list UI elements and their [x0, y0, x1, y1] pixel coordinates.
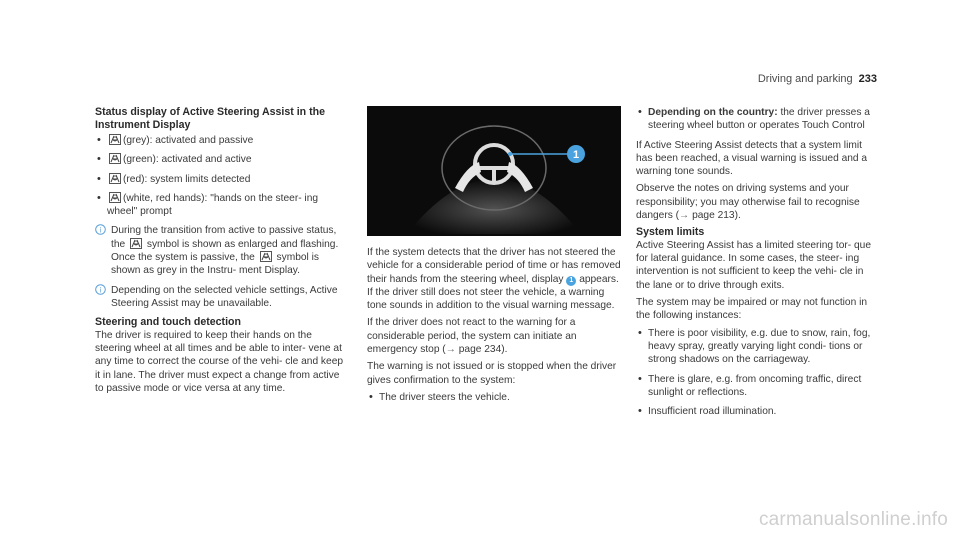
instrument-display-illustration: [367, 106, 621, 236]
paragraph: Observe the notes on driving systems and your responsibility; you may otherwise fail to recognise dangers (→ page 213).: [636, 183, 860, 222]
list-item: • (grey): activated and passive: [95, 134, 347, 147]
steering-assist-icon: [109, 192, 121, 203]
confirmation-list-cont: [636, 106, 876, 133]
paragraph: If the driver does not react to the warning for a considerable period, the system can initiate an emergency stop (→ page 234).: [367, 317, 577, 356]
list-item: • The driver steers the vehicle.: [367, 391, 621, 404]
callout-badge: 1: [566, 276, 576, 286]
steering-assist-icon: [130, 238, 142, 249]
paragraph: If the system detects that the driver has not steered the vehicle for a considerable period of time or has removed their hands from the steering wheel, display 1 appears. If the driver still does not steer the vehicle, a warning tone sounds in addition to the visual warning message.: [367, 247, 621, 312]
steering-assist-icon: [109, 134, 121, 145]
status-list: [95, 134, 347, 218]
svg-text:i: i: [99, 226, 102, 235]
info-icon: [95, 284, 106, 295]
column-right: [636, 106, 876, 424]
heading-status-display: Status display of Active Steering Assist in the Instrument Display: [95, 106, 325, 131]
page-reference-link[interactable]: page 213).: [692, 210, 741, 222]
heading-touch-detection: Steering and touch detection: [95, 316, 241, 329]
paragraph: If Active Steering Assist detects that a system limit has been reached, a visual warning is issued and a warning tone sounds.: [636, 139, 868, 178]
list-item: • There is glare, e.g. from oncoming traffic, direct sunlight or reflections.: [636, 373, 876, 400]
steering-assist-icon: [260, 251, 272, 262]
list-item: • Insufficient road illumination.: [636, 405, 876, 418]
steering-assist-icon: [109, 173, 121, 184]
column-left: [95, 106, 347, 399]
watermark: carmanualsonline.info: [758, 509, 948, 530]
steering-assist-icon: [109, 153, 121, 164]
page-reference-link[interactable]: page 234).: [458, 344, 508, 356]
limits-list: [636, 327, 876, 419]
column-middle: [367, 106, 621, 410]
page-header: [758, 73, 877, 85]
list-item: • (green): activated and active: [95, 153, 347, 166]
list-item: • Depending on the country: the driver presses a steering wheel button or operates Touch Control: [636, 106, 876, 133]
section-title: Driving and parking: [757, 73, 853, 85]
list-item: • (red): system limits detected: [95, 173, 347, 186]
confirmation-list: [367, 391, 621, 404]
info-icon: [95, 224, 106, 235]
list-item: • (white, red hands): "hands on the steer‑ ing wheel" prompt: [95, 192, 347, 219]
paragraph: The driver is required to keep their hands on the steering wheel at all times and be able to inter‑ vene at any time to correct the course of the vehi‑ cle and keep it in lane. The driver must expect a change from active to passive mode or vice versa at any time.: [95, 329, 344, 394]
paragraph: The system may be impaired or may not function in the following instances:: [636, 297, 868, 322]
note-transition: i During the transition from active to passive status, the symbol is shown as enlarged and flashing. Once the system is passive, the symbol is shown as grey in the Instru‑ ment Display.: [95, 224, 347, 277]
svg-text:i: i: [99, 285, 102, 294]
arrow-icon: →: [445, 344, 456, 356]
heading-system-limits: System limits: [636, 226, 705, 239]
note-vehicle-settings: i Depending on the selected vehicle settings, Active Steering Assist may be unavailable.: [95, 284, 347, 311]
arrow-icon: →: [679, 210, 690, 222]
callout-number: 1: [572, 149, 580, 161]
page-number: 233: [858, 73, 877, 85]
paragraph: The warning is not issued or is stopped when the driver gives confirmation to the system:: [367, 361, 617, 386]
list-item: • There is poor visibility, e.g. due to snow, rain, fog, heavy spray, greatly varying light condi‑ tions or strong shadows on the carriageway.: [636, 327, 876, 367]
paragraph: Active Steering Assist has a limited steering tor‑ que for lateral guidance. In some cases, the steer‑ ing intervention is not sufficient to keep the vehi‑ cle in the lane or to drive through exits.: [636, 239, 871, 291]
